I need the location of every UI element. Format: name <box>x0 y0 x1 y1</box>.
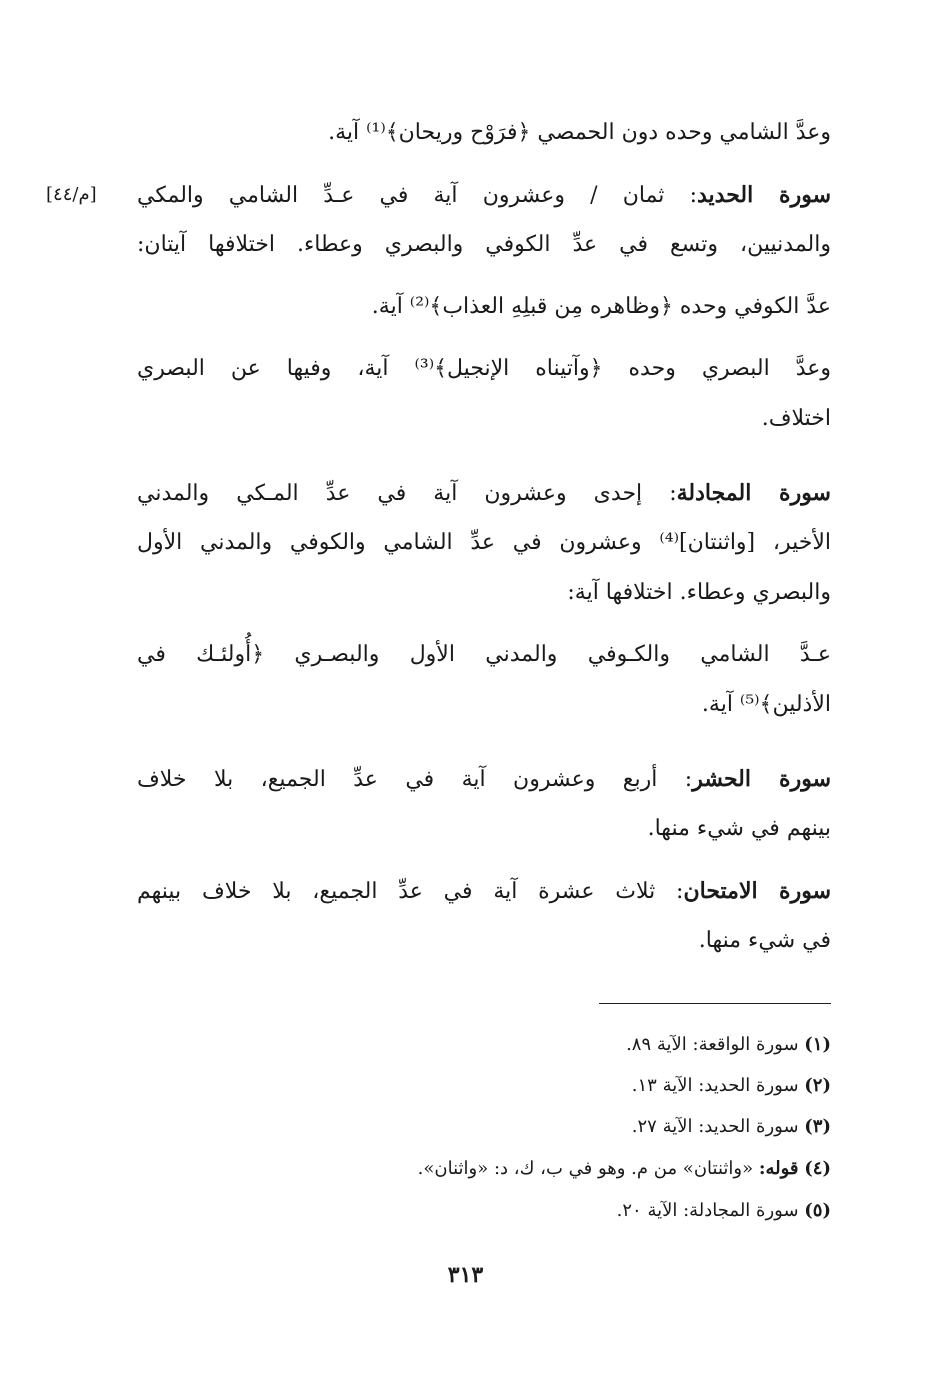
text-line: والبصري وعطاء. اختلافها آية: <box>567 580 831 605</box>
text-line: وعدَّ البصري وحده ﴿وآتيناه الإنجيل﴾⁽³⁾ آية، وفيها عن البصري <box>137 356 831 381</box>
footnote <box>300 1032 831 1058</box>
text-line: بينهم في شيء منها. <box>647 816 831 841</box>
manuscript-folio-marker: [م/٤٤] <box>46 184 97 205</box>
footnote-number: (١) <box>804 1034 831 1055</box>
page-number: ٣١٣ <box>447 1262 484 1288</box>
footnote-text: سورة الواقعة: الآية ٨٩. <box>626 1034 799 1055</box>
footnote-label: قوله: <box>758 1158 799 1179</box>
text-segment: : ثلاث عشرة آية في عدِّ الجميع، بلا خلاف بينهم <box>137 879 684 904</box>
surah-hadid-line-1 <box>137 180 831 211</box>
text-line: عدَّ الكوفي وحده ﴿وظاهره مِن قبلِهِ العذاب﴾⁽²⁾ آية. <box>371 294 831 319</box>
footnote <box>300 1156 831 1182</box>
text-line: في شيء منها. <box>698 928 831 953</box>
footnote <box>300 1114 831 1140</box>
text-line: عـدَّ الشامي والكـوفي والمدني الأول والبصـري ﴿أُولئـك في <box>137 642 831 667</box>
text-line: اختلاف. <box>761 406 831 431</box>
text-line: الأخير، [واثنتان]⁽⁴⁾ وعشرون في عدِّ الشامي والكوفي والمدني الأول <box>137 530 831 555</box>
surah-heading: سورة الحشر <box>692 766 832 792</box>
footnote-number: (٣) <box>804 1116 831 1137</box>
footnote <box>300 1198 831 1224</box>
footnote-number: (٢) <box>804 1075 831 1096</box>
surah-mumtahana-line-1 <box>137 876 831 907</box>
footnote-separator <box>599 1003 831 1004</box>
surah-mujadala-line-1 <box>137 478 831 509</box>
surah-heading: سورة الامتحان <box>683 878 831 904</box>
text-segment: : أربع وعشرون آية في عدِّ الجميع، بلا خلاف <box>137 767 693 792</box>
text-line: والمدنيين، وتسع في عدِّ الكوفي والبصري وعطاء. اختلافها آيتان: <box>137 232 831 257</box>
text-segment: : ثمان / وعشرون آية في عـدِّ الشامي والمكي <box>137 183 697 208</box>
footnote-number: (٤) <box>804 1158 831 1179</box>
surah-hashr-line-1 <box>137 764 831 795</box>
text-segment: : إحدى وعشرون آية في عدِّ المـكي والمدني <box>137 481 677 506</box>
footnote-number: (٥) <box>804 1200 831 1221</box>
footnote-text: سورة الحديد: الآية ٢٧. <box>631 1116 799 1137</box>
text-line: الأذلين﴾⁽⁵⁾ آية. <box>701 692 831 717</box>
surah-heading: سورة المجادلة <box>676 480 831 506</box>
footnote-text: سورة الحديد: الآية ١٣. <box>631 1075 799 1096</box>
text-line: وعدَّ الشامي وحده دون الحمصي ﴿فرَوْح وريحان﴾⁽¹⁾ آية. <box>328 120 831 145</box>
surah-heading: سورة الحديد <box>697 182 832 208</box>
footnote <box>300 1073 831 1099</box>
footnote-text: «واثنتان» من م. وهو في ب، ك، د: «واثنان». <box>417 1158 754 1179</box>
footnote-text: سورة المجادلة: الآية ٢٠. <box>616 1200 799 1221</box>
